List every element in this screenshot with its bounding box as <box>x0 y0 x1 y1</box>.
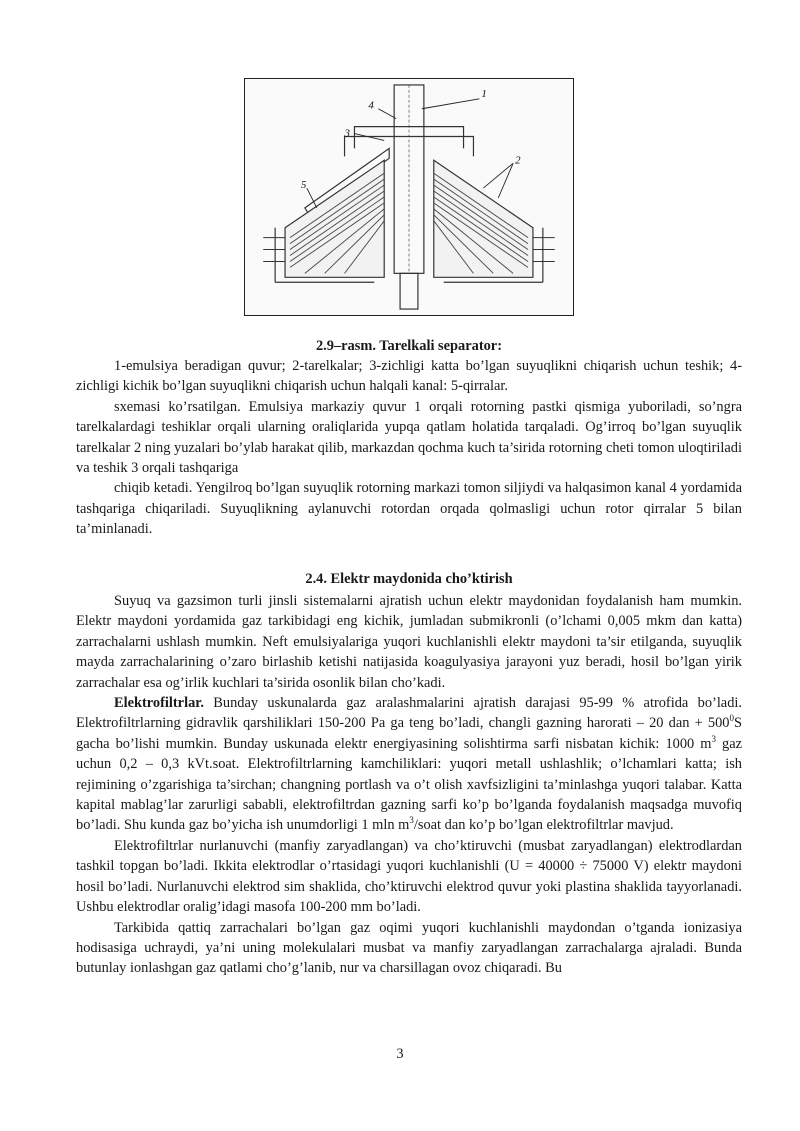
figure-label-3: 3 <box>344 127 350 140</box>
paragraph: chiqib ketadi. Yengilroq bo’lgan suyuqlik rotorning markazi tomon siljiydi va halqasimon kanal 4 yordamida tashqariga chiqariladi. Suyuqlikning aylanuvchi rotordan orqada qolmasligi uchun rotor qirralar 5 bilan ta’minlanadi. <box>76 480 742 538</box>
paragraph: Elektrofiltrlar. Bunday uskunalarda gaz aralashmalarini ajratish darajasi 95-99 % atrofida bo’ladi. Elektrofiltrlarning gidravlik qarshiliklari 150-200 Pa ga teng bo’ladi, changli gazning harorati – 20 dan + $500^0S$ gacha bo’lishi mumkin. Bunday uskunada elektr energiyasining solishtirma sarfi nisbatan kichik: 1000 $m^3$ gaz uchun 0,2 – 0,3 kVt.soat. Elektrofiltrlarning kamchiliklari: yuqori metall ushlashlik; o’lchamlari katta; ish rejimining o’zgarishiga ta’sirchan; changning portlash va o’t olish xavfsizligini ta’minlashga yuqori talabar. Katta kapital mablag’lar zarurligi sababli, elektrofiltrdan gazning sarfi ko’p bo’lganda foydalanish maqsadga muvofiq bo’ladi. Shu kunda gaz bo’yicha ish unumdorligi 1 mln $m^3$/soat dan ko’p bo’lgan elektrofiltrlar mavjud. <box>76 695 742 834</box>
page-number: 3 <box>396 1046 404 1062</box>
separator-figure <box>244 78 574 316</box>
section-heading: 2.4. Elektr maydonida cho’ktirish <box>305 571 513 587</box>
figure-label-2: 2 <box>515 154 521 167</box>
figure-label-5: 5 <box>300 179 307 192</box>
paragraph: Tarkibida qattiq zarrachalari bo’lgan gaz oqimi yuqori kuchlanishli maydondan o’tganda ionizasiya hodisasiga uchraydi, ya’ni uning molekulalari musbat va manfiy zaryadlangan zarrachalarga ajraladi. Bunda butunlay ionlashgan gaz qatlami cho’g’lanib, nur va charsillagan ovoz chiqaradi. Bu <box>76 919 742 977</box>
figure-caption: 2.9–rasm. Tarelkali separator: <box>315 338 502 354</box>
separator-diagram <box>245 79 573 315</box>
figure-legend: 1-emulsiya beradigan quvur; 2-tarelkalar; 3-zichligi katta bo’lgan suyuqlikni chiqarish uchun teshik; 4-zichligi kichik bo’lgan suyuqlikni chiqarish uchun halqali kanal: 5-qirralar. <box>76 358 742 395</box>
figure-label-4: 4 <box>368 99 374 112</box>
paragraph: Suyuq va gazsimon turli jinsli sistemalarni ajratish uchun elektr maydonidan foydalanish ham mumkin. Elektr maydoni yordamida gaz tarkibidagi eng kichik, jumladan submikronli (o’lchami 0,005 mkm dan katta) zarrachalarni ushlash mumkin. Neft emulsiyalariga yuqori kuchlanishli elektr maydoni ta’sir etilganda, suyuqlik mayda zarrachalarining o’zaro birlashib ketishi natijasida koagulyasiya jarayoni yuz beradi, hosil bo’lgan yirik zarrachalar esa og’irlik kuchlari ta’sirida osonlik bilan cho’kadi. <box>76 593 742 691</box>
figure-label-1: 1 <box>481 87 487 100</box>
paragraph: sxemasi ko’rsatilgan. Emulsiya markaziy quvur 1 orqali rotorning pastki qismiga yuboriladi, so’ngra tarelkalardagi teshiklar orqali ularning oraliqlarida yupqa qatlam holatida tarqaladi. Og’irroq bo’lgan suyuqlik tarelkalar 2 ning yuzalari bo’ylab harakat qilib, markazdan qochma kuch ta’sirida rotorning cheti tomon uloqtiriladi va teshik 3 orqali tashqariga <box>76 398 742 477</box>
term-bold: Elektrofiltrlar. <box>114 695 204 712</box>
paragraph: Elektrofiltrlar nurlanuvchi (manfiy zaryadlangan) va cho’ktiruvchi (musbat zaryadlangan) elektrodlardan tashkil topgan bo’ladi. Ikkita elektrodlar o’rtasidagi yuqori kuchlanishli (U = 40000 ÷ 75000 V) elektr maydoni hosil bo’ladi. Nurlanuvchi elektrod sim shaklida, cho’ktiruvchi elektrod quvur yoki plastina shaklida tayyorlanadi. Ushbu elektrodlar oralig’idagi masofa 100-200 mm bo’ladi. <box>76 837 742 916</box>
